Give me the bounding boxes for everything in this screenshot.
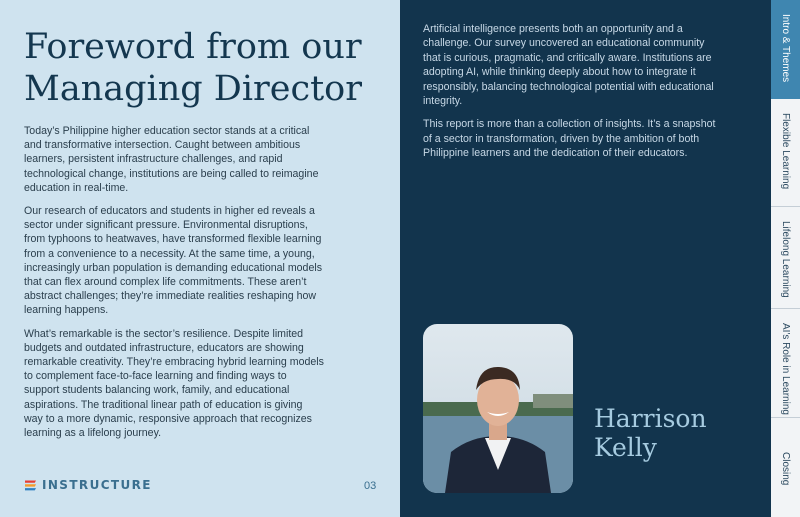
tab-flexible-learning[interactable]	[771, 99, 800, 207]
right-panel	[400, 0, 771, 517]
tab-label: AI's Role in Learning	[780, 323, 791, 415]
tab-label: Lifelong Learning	[780, 221, 791, 298]
tab-lifelong-learning[interactable]	[771, 207, 800, 309]
continued-paragraph-2: This report is more than a collection of insights. It’s a snapshot of a sector in transformation, driven by the ambition of both Philippine learners and the dedication of their educators.	[423, 118, 716, 160]
foreword-paragraph-2: Our research of educators and students in higher ed reveals a sector under significant pressure. Environmental disruptions, from typhoons to heatwaves, have transformed flexible learning from a convenience to a necessity. At the same time, a young, increasingly urban population is demanding educational models that can flex around complex life commitments. These aren’t abstract challenges; they’re immediate realities reshaping how learning happens.	[24, 205, 322, 317]
section-tabs	[771, 0, 800, 517]
page-number: 03	[364, 480, 377, 492]
tab-ai-role-in-learning[interactable]	[771, 309, 800, 418]
instructure-logo	[24, 478, 152, 492]
foreword-paragraph-1: Today’s Philippine higher education sector stands at a critical and transformative intersection. Caught between ambitious learners, persistent infrastructure challenges, and rapid technological change, institutions are being called to reimagine education in real-time.	[24, 125, 319, 194]
foreword-body	[24, 124, 324, 449]
tab-label: Intro & Themes	[780, 14, 791, 83]
director-name	[594, 404, 707, 462]
tab-intro-themes[interactable]	[771, 0, 800, 99]
portrait-photo	[423, 324, 573, 493]
director-first-name: Harrison	[594, 404, 707, 433]
director-last-name: Kelly	[594, 433, 657, 462]
foreword-paragraph-3: What’s remarkable is the sector’s resilience. Despite limited budgets and outdated infrastructure, educators are showing remarkable creativity. They’re embracing hybrid learning models to complement face-to-face learning and finding ways to support students balancing work, family, and educational aspirations. The traditional linear path of education is giving way to a more dynamic, responsive approach that recognizes learning as a lifelong journey.	[24, 327, 324, 440]
page-title-line-1: Foreword from our	[24, 27, 362, 67]
page-title	[24, 26, 384, 110]
logo-wordmark: INSTRUCTURE	[42, 478, 152, 492]
tab-label: Closing	[780, 452, 791, 486]
continued-paragraph-1: Artificial intelligence presents both an opportunity and a challenge. Our survey uncovered an educational community that is curious, pragmatic, and critically aware. Institutions are adopting AI, while thinking deeply about how to integrate it responsibly, balancing technological potential with educational integrity.	[423, 23, 714, 108]
tab-closing[interactable]	[771, 418, 800, 517]
page-title-line-2: Managing Director	[24, 69, 362, 109]
foreword-body-continued	[423, 22, 723, 170]
instructure-logo-icon	[24, 479, 37, 492]
tab-label: Flexible Learning	[780, 113, 791, 190]
